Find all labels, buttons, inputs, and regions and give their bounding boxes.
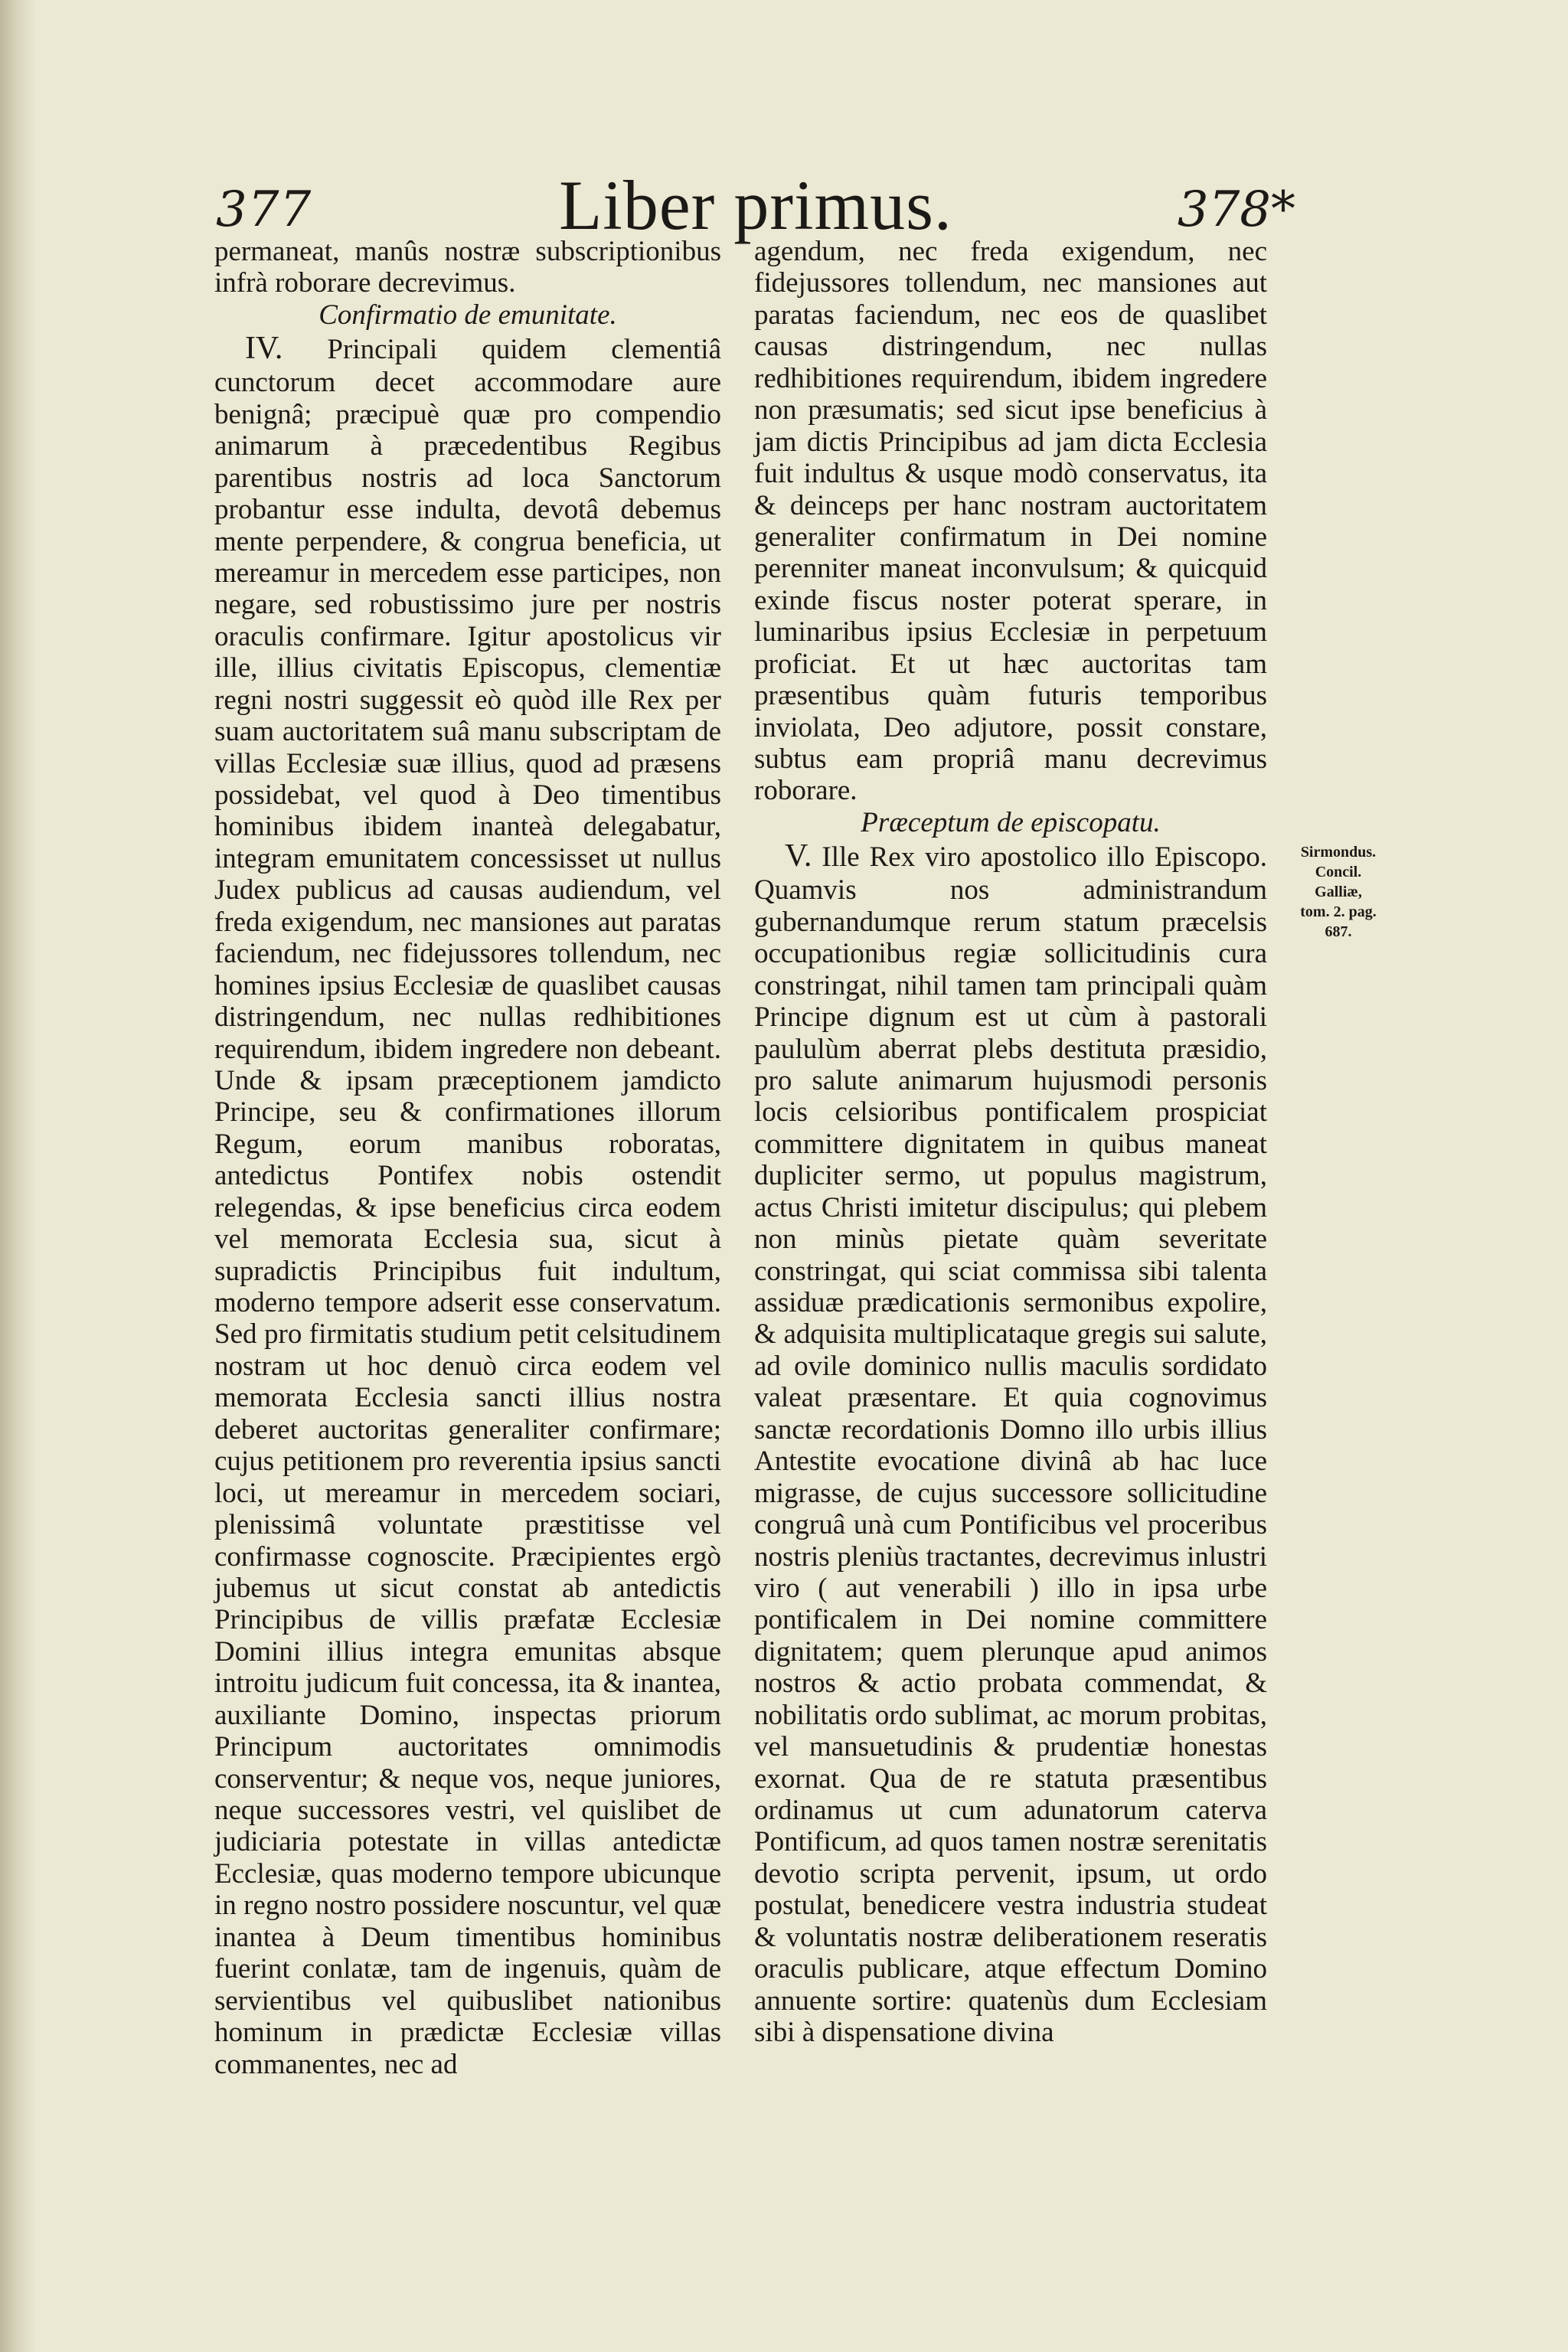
section-v-heading: Præceptum de episcopatu. [861,806,1161,838]
right-continuation-paragraph: agendum, nec freda exigendum, nec fidejussores tollendum, nec mansiones aut paratas faciendum, nec eos de quaslibet causas distringendum, nec nullas redhibitiones requirendum, ibidem ingredere non præsumatis; sed sicut ipse beneficius à jam dictis Principibus ad jam dicta Ecclesia fuit indultus & usque modò conservatus, ita & deinceps per hanc nostram auctoritatem generaliter confirmatum in Dei nomine perenniter maneat inconvulsum; & quicquid exinde fiscus noster poterat sperare, in luminaribus ipsius Ecclesiæ in perpetuum proficiat. Et ut hæc auctoritas tam præsentibus quàm futuris temporibus inviolata, Deo adjutore, possit constare, subtus eam propriâ manu decrevimus roborare. [754,236,1267,807]
section-iv-text: Principali quidem clementiâ cunctorum decet accommodare aure benignâ; præcipuè quæ pro compendio animarum à præcedentibus Regibus parentibus nostris ad loca Sanctorum probantur esse indulta, devotâ debemus mente perpendere, & congrua beneficia, ut mereamur in mercedem esse participes, non negare, sed robustissimo jure per nostris oraculis confirmare. Igitur apostolicus vir ille, illius civitatis Episcopus, clementiæ regni nostri suggessit eò quòd ille Rex per suam auctoritatem suâ manu subscriptam de villas Ecclesiæ suæ illius, quod ad præsens possidebat, vel quod à Deo timentibus hominibus ibidem inanteà delegabatur, integram emunitatem concessisset ut nullus Judex publicus ad causas audiendum, vel freda exigendum, nec mansiones aut paratas faciendum, nec fidejussores tollendum, nec homines ipsius Ecclesiæ de quaslibet causas distringendum, nec nullas redhibitiones requirendum, ibidem ingredere non debeant. Unde & ipsam præceptionem jamdicto Principe, seu & confirmationes illorum Regum, eorum manibus roboratas, antedictus Pontifex nobis ostendit relegendas, & ipse beneficius circa eodem vel memorata Ecclesia sua, sicut à supradictis Principibus fuit indultum, moderno tempore adserit esse conservatum. Sed pro firmitatis studium petit celsitudinem nostram ut hoc denuò circa eodem vel memorata Ecclesia sancti illius nostra deberet auctoritas generaliter confirmare; cujus petitionem pro reverentia ipsius sancti loci, ut mereamur in mercedem sociari, plenissimâ voluntate præstitisse vel confirmasse cognoscite. Præcipientes ergò jubemus ut sicut constat ab antedictis Principibus de villis præfatæ Ecclesiæ Domini illius integra emunitas absque introitu judicum fuit concessa, ita & inantea, auxiliante Domino, inspectas priorum Principum auctoritates omnimodis conserventur; & neque vos, neque juniores, neque successores vestri, vel quislibet de judiciaria potestate in villas antedictæ Ecclesiæ, quas moderno tempore ubicunque in regno nostro possidere noscuntur, vel quæ inantea à Deum timentibus hominibus fuerint conlatæ, tam de ingenuis, quàm de servientibus vel quibuslibet nationibus hominum in prædictæ Ecclesiæ villas commanentes, nec ad [214,334,722,2080]
book-gutter-shadow [0,0,37,2352]
section-v-text: Ille Rex viro apostolico illo Episcopo. Quamvis nos administrandum gubernandumque rerum statum præcelsis occupationibus regiæ sollicitudinis cura constringat, nihil tamen tam principali quàm Principe dignum est ut cùm à pastorali paululùm aberrat plebs destituta præsidio, pro salute animarum hujusmodi personis locis celsioribus pontificalem prospiciat committere dignitatem in quibus maneat dupliciter sermo, ut populus magistrum, actus Christi imitetur discipulus; qui plebem non minùs pietate quàm severitate constringat, qui sciat commissa sibi talenta assiduæ prædicationis sermonibus expolire, & adquisita multiplicataque gregis sui salute, ad ovile dominico nullis maculis sordidato valeat præsentare. Et quia cognovimus sanctæ recordationis Domno illo urbis illius Antestite evocatione divinâ ab hac luce migrasse, de cujus successore sollicitudine congruâ unà cum Pontificibus vel proceribus nostris pleniùs tractantes, decrevimus inlustri viro ( aut venerabili ) illo in ipsa urbe pontificalem in Dei nomine committere dignitatem; quem plerunque apud animos nostros & actio probata commendat, & nobilitatis ordo sublimat, ac morum probitas, vel mansuetudinis & prudentiæ honestas exornat. Qua de re statuta præsentibus ordinamus ut cum adunatorum caterva Pontificum, ad quos tamen nostræ serenitatis devotio scripta pervenit, ipsum, ut ordo postulat, benedicere vestra industria studeat & voluntatis nostræ deliberationem reseratis oraculis publicare, atque effectum Domino annuente sortire: quatenùs dum Ecclesiam sibi à dispensatione divina [754,841,1267,2049]
page-number-right: 378* [1177,181,1295,238]
section-iv-heading: Confirmatio de emunitate. [318,299,617,331]
left-column [214,236,721,2080]
left-continuation-paragraph: permaneat, manûs nostræ subscriptionibus infrà roborare decrevimus. [214,236,721,299]
right-column [754,236,1267,2049]
section-iv-numeral: IV. [245,331,283,367]
section-v-paragraph [754,838,1267,2048]
section-v-numeral: V. [785,838,812,874]
margin-note-citation: Sirmondus. Concil. Galliæ, tom. 2. pag. 687. [1300,844,1377,940]
running-title: Liber primus. [559,166,952,244]
page-number-left: 377 [216,181,312,238]
section-iv-paragraph [214,331,721,2080]
